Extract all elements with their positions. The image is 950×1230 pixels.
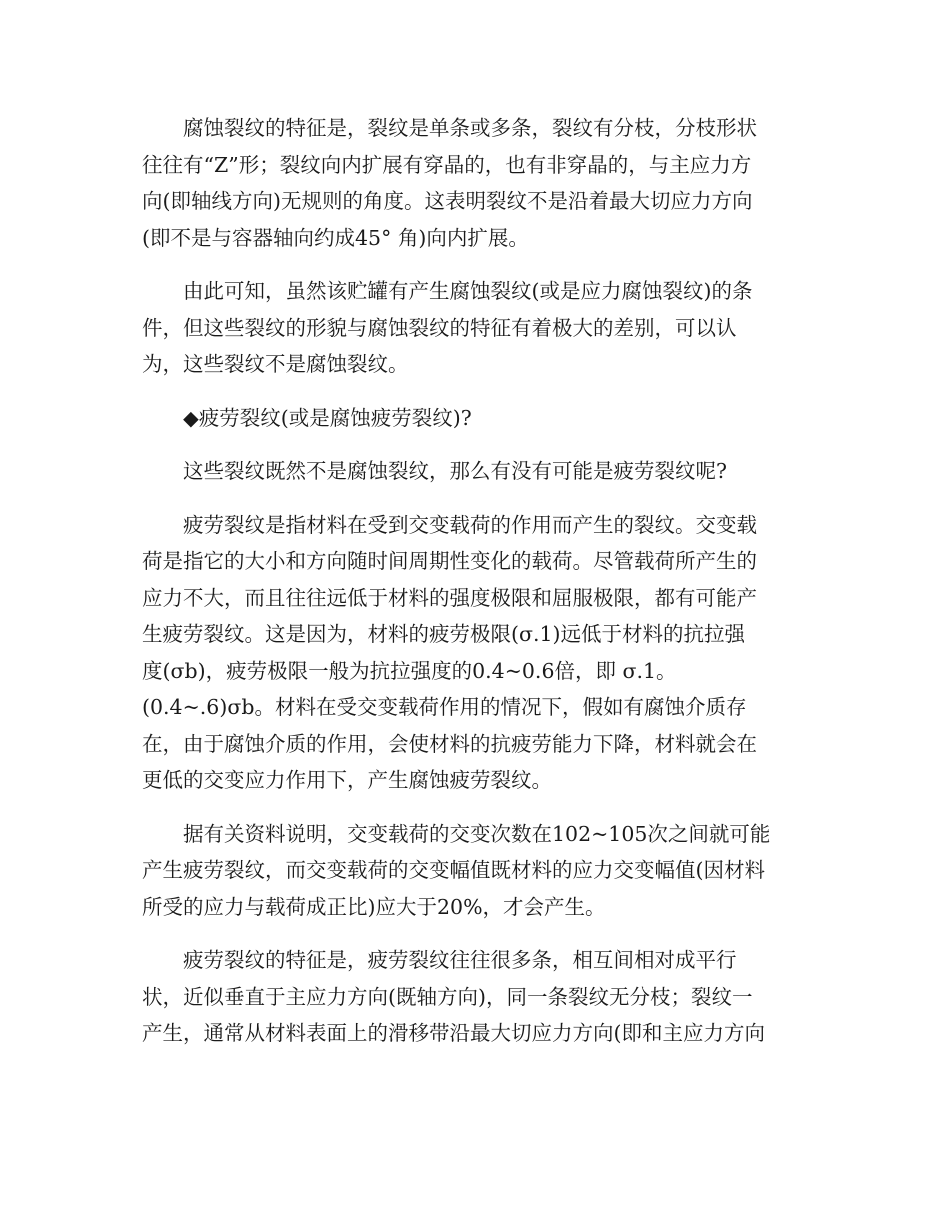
text-line: 疲劳裂纹是指材料在受到交变载荷的作用而产生的裂纹。交变载 <box>183 512 757 537</box>
text-line: 为，这些裂纹不是腐蚀裂纹。 <box>142 352 409 376</box>
text-line: 荷是指它的大小和方向随时间周期性变化的载荷。尽管载荷所产生的 <box>142 549 757 573</box>
text-line: 腐蚀裂纹的特征是，裂纹是单条或多条，裂纹有分枝，分枝形状 <box>183 116 757 140</box>
document-body <box>142 110 808 1069</box>
text-line: 件，但这些裂纹的形貌与腐蚀裂纹的特征有着极大的差别，可以认 <box>142 315 737 340</box>
text-line: 应力不大，而且往往远低于材料的强度极限和屈服极限，都有可能产 <box>142 585 757 610</box>
text-line: 产生疲劳裂纹，而交变载荷的交变幅值既材料的应力交变幅值(因材料 <box>142 858 765 882</box>
paragraph <box>142 453 808 490</box>
text-line: 疲劳裂纹的特征是，疲劳裂纹往往很多条，相互间相对成平行 <box>183 948 737 972</box>
text-line: ◆疲劳裂纹(或是腐蚀疲劳裂纹)? <box>183 405 472 430</box>
paragraph <box>142 816 808 926</box>
text-line: (0.4~.6)σb。材料在受交变载荷作用的情况下，假如有腐蚀介质存 <box>142 695 747 719</box>
text-line: 据有关资料说明，交变载荷的交变次数在102~105次之间就可能 <box>183 821 771 846</box>
text-line: (即不是与容器轴向约成45° 角)向内扩展。 <box>142 225 529 250</box>
text-line: 度(σb)，疲劳极限一般为抗拉强度的0.4~0.6倍，即 σ.1。 <box>142 658 677 683</box>
paragraph <box>142 400 808 437</box>
paragraph <box>142 273 808 383</box>
text-line: 向(即轴线方向)无规则的角度。这表明裂纹不是沿着最大切应力方向 <box>142 189 753 213</box>
paragraph <box>142 507 808 799</box>
paragraph <box>142 110 808 256</box>
text-line: 更低的交变应力作用下，产生腐蚀疲劳裂纹。 <box>142 768 552 792</box>
text-line: 在，由于腐蚀介质的作用，会使材料的抗疲劳能力下降，材料就会在 <box>142 731 757 756</box>
text-line: 所受的应力与载荷成正比)应大于20%，才会产生。 <box>142 894 606 919</box>
paragraph <box>142 942 808 1052</box>
text-line: 往往有“Z”形；裂纹向内扩展有穿晶的，也有非穿晶的，与主应力方 <box>142 152 752 177</box>
text-line: 生疲劳裂纹。这是因为，材料的疲劳极限(σ.1)远低于材料的抗拉强 <box>142 622 746 646</box>
text-line: 由此可知，虽然该贮罐有产生腐蚀裂纹(或是应力腐蚀裂纹)的条 <box>183 279 753 303</box>
text-line: 状，近似垂直于主应力方向(既轴方向)，同一条裂纹无分枝；裂纹一 <box>142 984 753 1009</box>
text-line: 这些裂纹既然不是腐蚀裂纹，那么有没有可能是疲劳裂纹呢? <box>183 459 727 483</box>
text-line: 产生，通常从材料表面上的滑移带沿最大切应力方向(即和主应力方向 <box>142 1021 765 1045</box>
